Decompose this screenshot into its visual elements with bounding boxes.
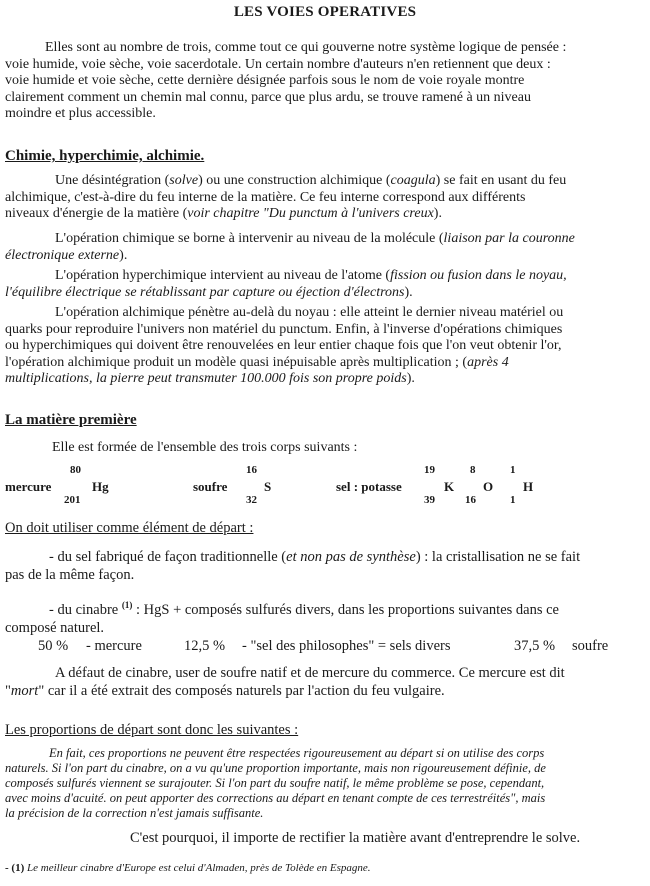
soufre-atomic-number: 16 bbox=[246, 464, 257, 476]
section-heading-matiere-premiere: La matière première bbox=[5, 412, 137, 428]
matiere-intro: Elle est formée de l'ensemble des trois corps suivants : bbox=[52, 440, 358, 455]
formula-row bbox=[0, 462, 650, 510]
soufre-symbol: S bbox=[264, 479, 272, 494]
footnote bbox=[5, 862, 371, 874]
section-heading-chimie: Chimie, hyperchimie, alchimie. bbox=[5, 148, 205, 164]
soufre-mass-number: 32 bbox=[246, 494, 257, 506]
section1-paragraph-2: L'opération chimique se borne à intervenir au niveau de la molécule (liaison par la couronne électronique externe). bbox=[5, 231, 575, 263]
intro-paragraph bbox=[5, 40, 645, 123]
section1-paragraph-4: L'opération alchimique pénètre au-delà du noyau : elle atteint le dernier niveau matériel ou quarks pour reproduire l'univers non matériel du punctum. Enfin, à l'inverse d'opérations chimiques ou hyperchimiques qui doivent être renouvelées en leur entier chaque fois que l'on veut obtenir l'or, l'opération alchimique produit un modèle quasi inépuisable après multiplication ; (après 4 multiplications, la pierre peut transmuter 100.000 fois son propre poids). bbox=[5, 305, 564, 386]
proportion-pct: 50 % bbox=[38, 638, 69, 654]
defaut-cinabre-paragraph: A défaut de cinabre, user de soufre natif et de mercure du commerce. Ce mercure est dit "mort" car il a été extrait des composés naturels par l'action du feu vulgaire. bbox=[5, 665, 565, 699]
h-mass-number: 1 bbox=[510, 494, 516, 506]
o-symbol: O bbox=[483, 479, 494, 494]
intro-line: voie humide et voie sèche, cette dernière désignée parfois sous le nom de voie royale montre bbox=[5, 73, 525, 88]
section-heading-proportions: Les proportions de départ sont donc les suivantes : bbox=[5, 722, 299, 738]
footnote-marker: - (1) bbox=[5, 862, 25, 874]
intro-line: clairement comment un chemin mal connu, parce que plus ardu, se trouve ramené à un niveau bbox=[5, 89, 531, 105]
section1-paragraph-3: L'opération hyperchimique intervient au niveau de l'atome (fission ou fusion dans le noyau, l'équilibre électrique se rétablissant par capture ou éjection d'électrons). bbox=[5, 268, 567, 300]
footnote-text: Le meilleur cinabre d'Europe est celui d'Almaden, près de Tolède en Espagne. bbox=[24, 862, 371, 874]
proportion-pct: 12,5 % bbox=[184, 638, 226, 654]
h-symbol: H bbox=[523, 479, 534, 494]
h-atomic-number: 1 bbox=[510, 464, 516, 476]
footnote-ref: (1) bbox=[121, 600, 133, 610]
intro-line: moindre et plus accessible. bbox=[5, 106, 156, 121]
mercure-mass-number: 201 bbox=[64, 494, 81, 506]
intro-line: voie humide, voie sèche, voie sacerdotale. Un certain nombre d'auteurs n'en retiennent que deux : bbox=[5, 56, 551, 72]
cinabre-paragraph: - du cinabre $^{(1)}$ : HgS + composés sulfurés divers, dans les proportions suivantes dans ce composé naturel. bbox=[5, 600, 559, 636]
sel-paragraph: - du sel fabriqué de façon traditionnelle (et non pas de synthèse) : la cristallisation ne se fait pas de la même façon. bbox=[5, 549, 581, 583]
o-mass-number: 16 bbox=[465, 494, 476, 506]
proportion-label: - mercure bbox=[86, 638, 142, 654]
mercure-atomic-number: 80 bbox=[70, 464, 81, 476]
proportion-label: soufre bbox=[572, 638, 609, 654]
page-title: LES VOIES OPERATIVES bbox=[233, 4, 417, 20]
k-atomic-number: 19 bbox=[424, 464, 435, 476]
mercure-label: mercure bbox=[5, 479, 52, 494]
k-mass-number: 39 bbox=[424, 494, 435, 506]
section-heading-depart: On doit utiliser comme élément de départ : bbox=[5, 520, 254, 536]
proportions-row bbox=[0, 638, 650, 658]
k-symbol: K bbox=[444, 479, 455, 494]
soufre-label: soufre bbox=[193, 479, 228, 494]
proportion-pct: 37,5 % bbox=[514, 638, 556, 654]
mercure-symbol: Hg bbox=[92, 479, 109, 494]
sel-label: sel : potasse bbox=[336, 479, 402, 494]
closing-sentence: C'est pourquoi, il importe de rectifier la matière avant d'entreprendre le solve. bbox=[130, 830, 581, 846]
o-atomic-number: 8 bbox=[470, 464, 476, 476]
intro-line: Elles sont au nombre de trois, comme tout ce qui gouverne notre système logique de pensée : bbox=[45, 40, 567, 55]
proportion-label: - "sel des philosophes" = sels divers bbox=[242, 638, 451, 654]
italic-note: En fait, ces proportions ne peuvent être respectées rigoureusement au départ si on utilise des corps naturels. Si l'on part du cinabre, on a vu qu'une proportion importante, mais non rigoureusement définie, de composés sulfurés viennent se surajouter. Si l'on part du soufre natif, le même problème se pose, cependant, avec moins d'acuité. on peut apporter des corrections au départ en tenant compte de ces terrestréités", mais la précision de la correction n'est jamais suffisante. bbox=[5, 746, 546, 820]
section1-paragraph-1: Une désintégration (solve) ou une construction alchimique (coagula) se fait en usant du feu alchimique, c'est-à-dire du feu interne de la matière. Ce feu interne correspond aux différents niveaux d'énergie de la matière (voir chapitre "Du punctum à l'univers creux). bbox=[5, 173, 567, 221]
